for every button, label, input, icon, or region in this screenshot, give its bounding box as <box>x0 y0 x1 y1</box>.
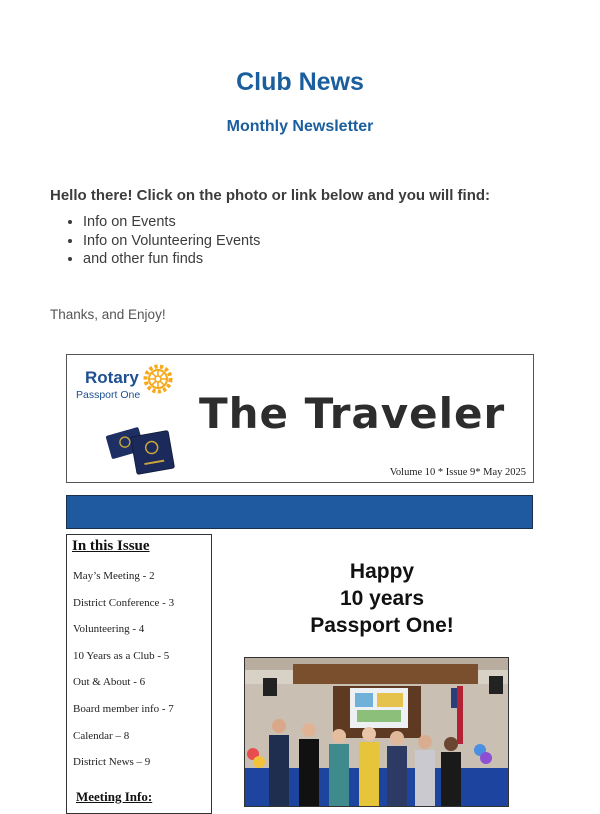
passport-icon <box>103 417 183 477</box>
meeting-info-heading: Meeting Info: <box>76 789 153 804</box>
list-item: Board member info - 7 <box>73 702 174 715</box>
list-item: District Conference - 3 <box>73 596 175 609</box>
group-photo-illustration <box>245 658 509 807</box>
rotary-wheel-icon <box>141 362 175 396</box>
list-item: District News – 9 <box>73 756 151 769</box>
list-item: 10 Years as a Club - 5 <box>73 649 170 662</box>
contents-list <box>50 213 260 269</box>
newsletter-title: Club News <box>236 68 364 96</box>
feature-line: 10 years <box>339 587 425 610</box>
club-name: Passport One <box>76 389 141 401</box>
rotary-logo-text: Rotary <box>85 368 139 387</box>
volume-issue: Volume 10 * Issue 9* May 2025 <box>389 467 526 478</box>
in-this-issue-box <box>66 534 212 814</box>
feature-heading <box>262 558 502 639</box>
greeting-text: Hello there! Click on the photo or link below and you will find: <box>50 187 491 204</box>
list-item: • and other fun finds <box>83 250 260 269</box>
newsletter-masthead[interactable] <box>66 354 534 483</box>
newsletter-blue-bar <box>66 495 533 529</box>
in-this-issue-heading: In this Issue <box>72 538 150 554</box>
list-item: Volunteering - 4 <box>73 623 145 636</box>
feature-line: Happy <box>349 560 415 583</box>
signoff-text: Thanks, and Enjoy! <box>50 307 166 322</box>
list-item: May’s Meeting - 2 <box>73 570 155 582</box>
list-item: • Info on Events <box>83 213 260 232</box>
newsletter-name: The Traveler <box>199 389 506 438</box>
newsletter-subtitle: Monthly Newsletter <box>226 118 374 135</box>
issue-contents <box>73 569 174 782</box>
group-photo[interactable] <box>244 657 509 807</box>
list-item: Calendar – 8 <box>73 729 130 742</box>
list-item: • Info on Volunteering Events <box>83 232 260 251</box>
list-item: Out & About - 6 <box>73 676 146 689</box>
feature-line: Passport One! <box>310 614 454 637</box>
